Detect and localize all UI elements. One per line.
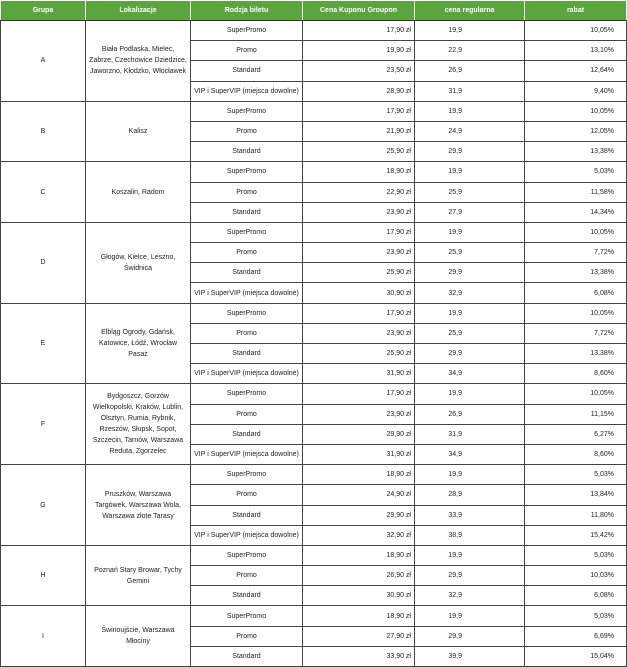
regular-price-cell: 26,9 (415, 61, 525, 81)
ticket-type-cell: Standard (191, 646, 303, 666)
discount-cell: 15,04% (525, 646, 627, 666)
table-row (1, 303, 627, 323)
discount-cell: 5,03% (525, 606, 627, 626)
discount-cell: 6,27% (525, 424, 627, 444)
locations-cell: Kalisz (86, 101, 191, 162)
groupon-price-cell: 23,90 zł (303, 202, 415, 222)
discount-cell: 7,72% (525, 323, 627, 343)
ticket-type-cell: SuperPromo (191, 162, 303, 182)
regular-price-cell: 32,9 (415, 586, 525, 606)
regular-price-cell: 29,9 (415, 263, 525, 283)
ticket-type-cell: VIP i SuperVIP (miejsca dowolne) (191, 81, 303, 101)
header-grupa: Grupa (1, 1, 86, 21)
ticket-type-cell: VIP i SuperVIP (miejsca dowolne) (191, 283, 303, 303)
ticket-type-cell: Standard (191, 505, 303, 525)
groupon-price-cell: 26,90 zł (303, 566, 415, 586)
table-body (1, 21, 627, 667)
regular-price-cell: 19,9 (415, 162, 525, 182)
ticket-type-cell: Standard (191, 61, 303, 81)
ticket-type-cell: VIP i SuperVIP (miejsca dowolne) (191, 525, 303, 545)
ticket-type-cell: SuperPromo (191, 465, 303, 485)
regular-price-cell: 19,9 (415, 303, 525, 323)
discount-cell: 13,38% (525, 142, 627, 162)
groupon-price-cell: 22,90 zł (303, 182, 415, 202)
table-row (1, 384, 627, 404)
discount-cell: 8,60% (525, 364, 627, 384)
discount-cell: 13,10% (525, 41, 627, 61)
table-row (1, 101, 627, 121)
discount-cell: 10,03% (525, 566, 627, 586)
discount-cell: 13,84% (525, 485, 627, 505)
discount-cell: 7,72% (525, 243, 627, 263)
group-cell: H (1, 545, 86, 606)
regular-price-cell: 25,9 (415, 323, 525, 343)
ticket-type-cell: SuperPromo (191, 222, 303, 242)
discount-cell: 10,05% (525, 101, 627, 121)
groupon-price-cell: 17,90 zł (303, 384, 415, 404)
regular-price-cell: 33,9 (415, 505, 525, 525)
ticket-type-cell: Promo (191, 182, 303, 202)
locations-cell: Głogów, Kielce, Leszno, Świdnica (86, 222, 191, 303)
header-rabat: rabat (525, 1, 627, 21)
discount-cell: 11,15% (525, 404, 627, 424)
groupon-price-cell: 29,90 zł (303, 505, 415, 525)
ticket-type-cell: Standard (191, 263, 303, 283)
ticket-type-cell: Promo (191, 404, 303, 424)
ticket-type-cell: Standard (191, 202, 303, 222)
locations-cell: Pruszków, Warszawa Targówek, Warszawa Wola, Warszawa złote Tarasy (86, 465, 191, 546)
ticket-type-cell: Promo (191, 626, 303, 646)
discount-cell: 11,80% (525, 505, 627, 525)
regular-price-cell: 19,9 (415, 606, 525, 626)
ticket-type-cell: Promo (191, 323, 303, 343)
regular-price-cell: 25,9 (415, 243, 525, 263)
header-row (1, 1, 627, 21)
regular-price-cell: 31,9 (415, 424, 525, 444)
header-cena-regularna: cena regularna (415, 1, 525, 21)
header-lokalizacje: Lokalizacje (86, 1, 191, 21)
discount-cell: 5,03% (525, 162, 627, 182)
ticket-type-cell: Promo (191, 121, 303, 141)
regular-price-cell: 19,9 (415, 21, 525, 41)
locations-cell: Poznań Stary Browar, Tychy Gemini (86, 545, 191, 606)
groupon-price-cell: 32,90 zł (303, 525, 415, 545)
regular-price-cell: 28,9 (415, 485, 525, 505)
table-row (1, 21, 627, 41)
header-rodzaj-biletu: Rodzja biletu (191, 1, 303, 21)
locations-cell: Elbląg Ogrody, Gdańsk, Katowice, Łódź, Wrocław Pasaż (86, 303, 191, 384)
discount-cell: 5,03% (525, 545, 627, 565)
group-cell: C (1, 162, 86, 223)
groupon-price-cell: 25,90 zł (303, 263, 415, 283)
groupon-price-cell: 31,90 zł (303, 364, 415, 384)
groupon-price-cell: 29,90 zł (303, 424, 415, 444)
groupon-price-cell: 33,90 zł (303, 646, 415, 666)
regular-price-cell: 19,9 (415, 222, 525, 242)
groupon-price-cell: 27,90 zł (303, 626, 415, 646)
regular-price-cell: 32,9 (415, 283, 525, 303)
groupon-price-cell: 31,90 zł (303, 444, 415, 464)
locations-cell: Świnoujście, Warszawa Młociny (86, 606, 191, 667)
groupon-price-cell: 23,50 zł (303, 61, 415, 81)
ticket-type-cell: Standard (191, 586, 303, 606)
group-cell: B (1, 101, 86, 162)
groupon-price-cell: 18,90 zł (303, 545, 415, 565)
regular-price-cell: 29,9 (415, 566, 525, 586)
ticket-type-cell: Standard (191, 344, 303, 364)
group-cell: F (1, 384, 86, 465)
discount-cell: 12,05% (525, 121, 627, 141)
table-row (1, 465, 627, 485)
locations-cell: Koszalin, Radom (86, 162, 191, 223)
discount-cell: 13,38% (525, 263, 627, 283)
groupon-price-cell: 19,90 zł (303, 41, 415, 61)
ticket-type-cell: SuperPromo (191, 545, 303, 565)
regular-price-cell: 38,9 (415, 525, 525, 545)
group-cell: A (1, 21, 86, 102)
discount-cell: 5,03% (525, 465, 627, 485)
discount-cell: 9,40% (525, 81, 627, 101)
groupon-price-cell: 23,90 zł (303, 404, 415, 424)
regular-price-cell: 19,9 (415, 465, 525, 485)
discount-cell: 15,42% (525, 525, 627, 545)
groupon-price-cell: 18,90 zł (303, 465, 415, 485)
locations-cell: Biała Podlaska, Mielec, Zabrze, Czechowice Dziedzice, Jaworzno, Kłodzko, Włocławek (86, 21, 191, 102)
discount-cell: 6,08% (525, 283, 627, 303)
discount-cell: 6,69% (525, 626, 627, 646)
groupon-price-cell: 23,90 zł (303, 243, 415, 263)
group-cell: I (1, 606, 86, 667)
groupon-price-cell: 30,90 zł (303, 283, 415, 303)
regular-price-cell: 19,9 (415, 384, 525, 404)
ticket-type-cell: Standard (191, 142, 303, 162)
groupon-price-cell: 24,90 zł (303, 485, 415, 505)
discount-cell: 12,64% (525, 61, 627, 81)
regular-price-cell: 29,9 (415, 626, 525, 646)
table-row (1, 606, 627, 626)
regular-price-cell: 25,9 (415, 182, 525, 202)
group-cell: D (1, 222, 86, 303)
ticket-type-cell: VIP i SuperVIP (miejsca dowolne) (191, 444, 303, 464)
ticket-type-cell: SuperPromo (191, 384, 303, 404)
ticket-type-cell: SuperPromo (191, 606, 303, 626)
ticket-type-cell: SuperPromo (191, 303, 303, 323)
groupon-price-cell: 17,90 zł (303, 222, 415, 242)
ticket-type-cell: Promo (191, 243, 303, 263)
discount-cell: 10,05% (525, 384, 627, 404)
groupon-price-cell: 25,90 zł (303, 344, 415, 364)
regular-price-cell: 19,9 (415, 101, 525, 121)
ticket-type-cell: SuperPromo (191, 21, 303, 41)
table-row (1, 162, 627, 182)
groupon-price-cell: 17,90 zł (303, 21, 415, 41)
discount-cell: 8,60% (525, 444, 627, 464)
ticket-type-cell: VIP i SuperVIP (miejsca dowolne) (191, 364, 303, 384)
groupon-price-cell: 18,90 zł (303, 162, 415, 182)
groupon-price-cell: 17,90 zł (303, 303, 415, 323)
ticket-type-cell: Standard (191, 424, 303, 444)
groupon-price-cell: 25,90 zł (303, 142, 415, 162)
discount-cell: 11,58% (525, 182, 627, 202)
regular-price-cell: 34,9 (415, 364, 525, 384)
regular-price-cell: 31,9 (415, 81, 525, 101)
regular-price-cell: 19,9 (415, 545, 525, 565)
discount-cell: 10,05% (525, 222, 627, 242)
groupon-price-cell: 23,90 zł (303, 323, 415, 343)
locations-cell: Bydgoszcz, Gorzów Wielkopolski, Kraków, Lublin, Olsztyn, Rumia, Rybnik, Rzeszów, Słupsk, Sopot, Szczecin, Tarnów, Warszawa Reduta, Zgorzelec (86, 384, 191, 465)
groupon-price-cell: 30,90 zł (303, 586, 415, 606)
group-cell: G (1, 465, 86, 546)
table-row (1, 545, 627, 565)
discount-cell: 13,38% (525, 344, 627, 364)
ticket-type-cell: SuperPromo (191, 101, 303, 121)
regular-price-cell: 26,9 (415, 404, 525, 424)
regular-price-cell: 27,9 (415, 202, 525, 222)
header-cena-kuponu: Cena Kuponu Groupon (303, 1, 415, 21)
group-cell: E (1, 303, 86, 384)
regular-price-cell: 39,9 (415, 646, 525, 666)
regular-price-cell: 34,9 (415, 444, 525, 464)
discount-cell: 10,05% (525, 303, 627, 323)
groupon-price-cell: 28,90 zł (303, 81, 415, 101)
groupon-price-cell: 21,90 zł (303, 121, 415, 141)
table-row (1, 222, 627, 242)
discount-cell: 6,08% (525, 586, 627, 606)
discount-cell: 10,05% (525, 21, 627, 41)
ticket-type-cell: Promo (191, 485, 303, 505)
regular-price-cell: 29,9 (415, 142, 525, 162)
ticket-type-cell: Promo (191, 566, 303, 586)
ticket-type-cell: Promo (191, 41, 303, 61)
discount-cell: 14,34% (525, 202, 627, 222)
groupon-price-cell: 18,90 zł (303, 606, 415, 626)
regular-price-cell: 22,9 (415, 41, 525, 61)
groupon-price-cell: 17,90 zł (303, 101, 415, 121)
regular-price-cell: 24,9 (415, 121, 525, 141)
regular-price-cell: 29,9 (415, 344, 525, 364)
